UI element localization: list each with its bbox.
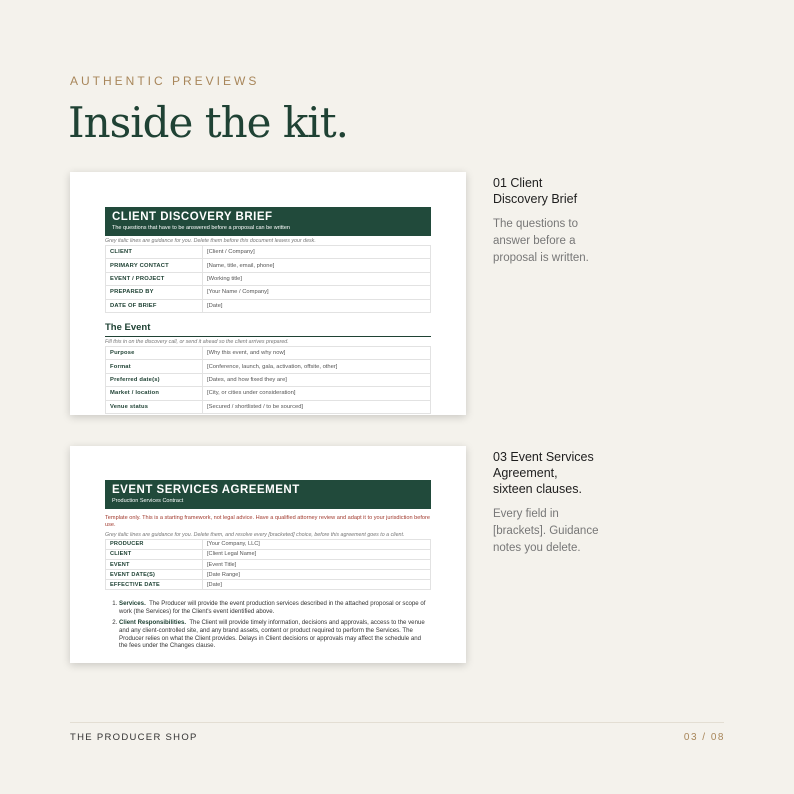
- table-row: [106, 387, 431, 400]
- caption-body-line: notes you delete.: [493, 542, 581, 554]
- legal-warning: Template only. This is a starting framework, not legal advice. Have a qualified attorney review and adapt it to your jurisdiction before use.: [105, 515, 431, 529]
- field-value: [Dates, and how fixed they are]: [203, 373, 431, 386]
- field-value: [Secured / shortlisted / to be sourced]: [203, 400, 431, 413]
- caption-services-agreement: [493, 449, 733, 557]
- clause-title: Services.: [119, 600, 146, 608]
- field-label: Format: [106, 360, 203, 373]
- caption-body-line: The questions to: [493, 218, 579, 230]
- caption-body-line: answer before a: [493, 235, 576, 247]
- table-row: [106, 559, 431, 569]
- field-value: [Your Company, LLC]: [203, 539, 431, 549]
- table-row: [106, 580, 431, 590]
- banner-title: CLIENT DISCOVERY BRIEF: [112, 211, 273, 223]
- field-value: [Date]: [203, 580, 431, 590]
- table-row: [106, 570, 431, 580]
- caption-body-line: Every field in: [493, 508, 559, 520]
- header-fields-table: [105, 245, 431, 313]
- document-banner: [105, 480, 431, 509]
- field-value: [Working title]: [203, 272, 431, 285]
- field-label: EFFECTIVE DATE: [106, 580, 203, 590]
- field-label: PRODUCER: [106, 539, 203, 549]
- caption-title-line: 03 Event Services: [493, 450, 594, 464]
- field-label: PRIMARY CONTACT: [106, 259, 203, 272]
- banner-subtitle: Production Services Contract: [112, 498, 184, 504]
- document-banner: [105, 207, 431, 236]
- caption-discovery-brief: [493, 175, 733, 267]
- caption-body: [493, 216, 733, 267]
- document-page: [105, 480, 431, 653]
- caption-title-line: 01 Client: [493, 176, 543, 190]
- field-value: [City, or cities under consideration]: [203, 387, 431, 400]
- header-fields-table: [105, 539, 431, 591]
- clause-list: [105, 600, 431, 650]
- field-label: DATE OF BRIEF: [106, 299, 203, 312]
- clause-title: Client Responsibilities.: [119, 619, 187, 627]
- table-row: [106, 286, 431, 299]
- eyebrow-label: AUTHENTIC PREVIEWS: [70, 74, 260, 88]
- table-row: [106, 272, 431, 285]
- field-value: [Date]: [203, 299, 431, 312]
- footer-brand: THE PRODUCER SHOP: [70, 732, 198, 743]
- field-label: Market / location: [106, 387, 203, 400]
- field-label: EVENT DATE(S): [106, 570, 203, 580]
- field-value: [Date Range]: [203, 570, 431, 580]
- table-row: [106, 246, 431, 259]
- table-row: [106, 373, 431, 386]
- table-row: [106, 539, 431, 549]
- caption-title: [493, 175, 733, 207]
- page-counter: 03 / 08: [683, 732, 725, 743]
- field-value: [Client Legal Name]: [203, 549, 431, 559]
- caption-body-line: [brackets]. Guidance: [493, 525, 599, 537]
- field-label: Purpose: [106, 346, 203, 359]
- caption-title-line: Agreement,: [493, 466, 558, 480]
- caption-body: [493, 506, 733, 557]
- field-value: [Event Title]: [203, 559, 431, 569]
- table-row: [106, 346, 431, 359]
- field-value: [Name, title, email, phone]: [203, 259, 431, 272]
- field-label: CLIENT: [106, 549, 203, 559]
- list-item: [119, 619, 431, 650]
- event-fields-table: [105, 346, 431, 414]
- banner-title: EVENT SERVICES AGREEMENT: [112, 484, 300, 496]
- field-value: [Why this event, and why now]: [203, 346, 431, 359]
- clause-text: The Producer will provide the event production services described in the attached proposal or scope of work (the Services) for the Client's event identified above.: [119, 600, 426, 616]
- table-row: [106, 259, 431, 272]
- banner-subtitle: The questions that have to be answered before a proposal can be written: [112, 225, 290, 231]
- caption-title-line: Discovery Brief: [493, 192, 578, 206]
- table-row: [106, 360, 431, 373]
- section-guidance-note: Fill this in on the discovery call, or send it ahead so the client arrives prepared.: [105, 338, 289, 345]
- table-row: [106, 299, 431, 312]
- field-value: [Conference, launch, gala, activation, offsite, other]: [203, 360, 431, 373]
- preview-card-discovery-brief: [70, 172, 466, 415]
- document-page: [105, 207, 431, 414]
- section-heading: The Event: [105, 322, 431, 337]
- field-value: [Client / Company]: [203, 246, 431, 259]
- field-value: [Your Name / Company]: [203, 286, 431, 299]
- field-label: Preferred date(s): [106, 373, 203, 386]
- caption-title: [493, 449, 733, 497]
- field-label: CLIENT: [106, 246, 203, 259]
- footer-divider: [70, 722, 724, 723]
- field-label: EVENT / PROJECT: [106, 272, 203, 285]
- guidance-note: Grey italic lines are guidance for you. Delete them, and resolve every [bracketed] choice, before this agreement goes to a client.: [105, 531, 405, 538]
- clause-text: The Client will provide timely information, decisions and approvals, access to the venue and any client-controlled site, and any brand assets, content or product required to perform the Services. The Producer relies on what the Client provides. Delays in Client decisions or approvals may affect the schedule and the fees under the Changes clause.: [119, 619, 425, 650]
- field-label: Venue status: [106, 400, 203, 413]
- field-label: EVENT: [106, 559, 203, 569]
- list-item: [119, 600, 431, 616]
- field-label: PREPARED BY: [106, 286, 203, 299]
- caption-title-line: sixteen clauses.: [493, 482, 582, 496]
- caption-body-line: proposal is written.: [493, 252, 589, 264]
- page-headline: Inside the kit.: [68, 98, 348, 147]
- guidance-note: Grey italic lines are guidance for you. Delete them before this document leaves your desk.: [105, 238, 316, 244]
- table-row: [106, 400, 431, 413]
- table-row: [106, 549, 431, 559]
- preview-card-services-agreement: [70, 446, 466, 663]
